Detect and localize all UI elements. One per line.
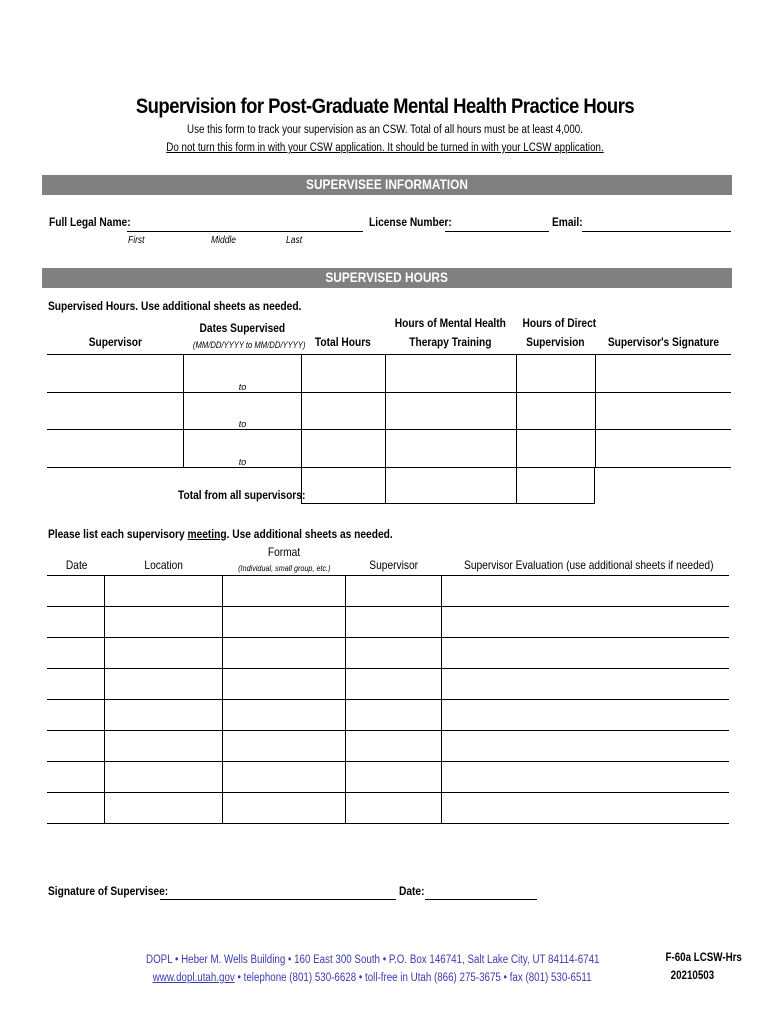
col-total-hours-header: Total Hours: [315, 335, 371, 349]
totals-divider: [516, 467, 517, 503]
table-row: [47, 430, 731, 468]
col-direct-supervision-header-line2: Supervision: [526, 335, 585, 349]
evaluation-cell[interactable]: [442, 762, 730, 793]
format-cell[interactable]: [223, 576, 346, 607]
supervisor-cell[interactable]: [346, 731, 442, 762]
signature-date-label: Date:: [399, 884, 425, 898]
col-format-header: Format: [268, 545, 301, 559]
location-cell[interactable]: [105, 731, 223, 762]
date-cell[interactable]: [47, 731, 105, 762]
col-signature-header: Supervisor's Signature: [607, 335, 719, 349]
table-row: [47, 355, 731, 393]
direct-supervision-cell[interactable]: [517, 355, 596, 393]
totals-box: [301, 467, 595, 504]
date-cell[interactable]: [47, 762, 105, 793]
col-dates-header: Dates Supervised: [199, 321, 285, 335]
table-row: [47, 762, 729, 793]
dates-cell[interactable]: to: [184, 430, 302, 468]
location-cell[interactable]: [105, 669, 223, 700]
total-from-all-supervisors-label: Total from all supervisors:: [178, 488, 306, 502]
email-field[interactable]: [582, 231, 731, 232]
totals-divider: [385, 467, 386, 503]
supervised-hours-band: SUPERVISED HOURS: [42, 268, 732, 288]
format-cell[interactable]: [223, 731, 346, 762]
supervisee-signature-field[interactable]: [160, 899, 396, 900]
mh-training-cell[interactable]: [386, 430, 517, 468]
evaluation-cell[interactable]: [442, 607, 730, 638]
email-label: Email:: [552, 215, 583, 229]
supervisor-cell[interactable]: [346, 669, 442, 700]
last-name-caption: Last: [286, 235, 303, 246]
format-cell[interactable]: [223, 607, 346, 638]
col-mh-training-header-line2: Therapy Training: [409, 335, 492, 349]
col-format-subheader: (Individual, small group, etc.): [238, 563, 331, 573]
location-cell[interactable]: [105, 607, 223, 638]
signature-cell[interactable]: [596, 393, 732, 430]
date-cell[interactable]: [47, 576, 105, 607]
supervisee-information-band: SUPERVISEE INFORMATION: [42, 175, 732, 195]
format-cell[interactable]: [223, 638, 346, 669]
dates-cell[interactable]: to: [184, 355, 302, 393]
middle-name-caption: Middle: [211, 235, 237, 246]
supervisor-cell[interactable]: [47, 355, 184, 393]
meetings-intro: Please list each supervisory meeting. Use additional sheets as needed.: [48, 527, 393, 541]
direct-supervision-cell[interactable]: [517, 430, 596, 468]
evaluation-cell[interactable]: [442, 793, 730, 824]
dopl-website-link[interactable]: www.dopl.utah.gov: [153, 972, 236, 984]
table-row: [47, 793, 729, 824]
evaluation-cell[interactable]: [442, 700, 730, 731]
table-row: [47, 393, 731, 430]
supervisor-cell[interactable]: [346, 700, 442, 731]
total-hours-cell[interactable]: [302, 430, 386, 468]
col-evaluation-header: Supervisor Evaluation (use additional sheets if needed): [464, 558, 714, 572]
dates-cell[interactable]: to: [184, 393, 302, 430]
location-cell[interactable]: [105, 638, 223, 669]
supervisor-cell[interactable]: [346, 793, 442, 824]
location-cell[interactable]: [105, 793, 223, 824]
license-number-field[interactable]: [445, 231, 549, 232]
supervisor-cell[interactable]: [346, 607, 442, 638]
supervised-hours-intro: Supervised Hours. Use additional sheets as needed.: [48, 299, 302, 313]
total-hours-cell[interactable]: [302, 355, 386, 393]
evaluation-cell[interactable]: [442, 576, 730, 607]
col-date-header: Date: [65, 558, 88, 572]
format-cell[interactable]: [223, 669, 346, 700]
date-cell[interactable]: [47, 638, 105, 669]
col-location-header: Location: [144, 558, 184, 572]
table-row: [47, 700, 729, 731]
direct-supervision-cell[interactable]: [517, 393, 596, 430]
form-instructions: Use this form to track your supervision as an CSW. Total of all hours must be at least 4,000.: [187, 124, 583, 136]
full-legal-name-label: Full Legal Name:: [49, 215, 131, 229]
format-cell[interactable]: [223, 793, 346, 824]
supervisor-cell[interactable]: [346, 762, 442, 793]
first-name-caption: First: [128, 235, 145, 246]
supervisee-signature-label: Signature of Supervisee:: [48, 884, 169, 898]
form-revision-date: 20210503: [670, 970, 714, 982]
supervisor-cell[interactable]: [47, 393, 184, 430]
submission-notice: Do not turn this form in with your CSW application. It should be turned in with your LCSW application.: [166, 142, 604, 154]
mh-training-cell[interactable]: [386, 393, 517, 430]
date-cell[interactable]: [47, 700, 105, 731]
table-row: [47, 607, 729, 638]
date-cell[interactable]: [47, 607, 105, 638]
location-cell[interactable]: [105, 700, 223, 731]
col-direct-supervision-header: Hours of Direct: [522, 316, 597, 330]
col-mh-training-header: Hours of Mental Health: [394, 316, 507, 330]
table-row: [47, 669, 729, 700]
supervisor-cell[interactable]: [346, 638, 442, 669]
mh-training-cell[interactable]: [386, 355, 517, 393]
format-cell[interactable]: [223, 700, 346, 731]
supervisory-meetings-table: [47, 575, 729, 824]
table-row: [47, 638, 729, 669]
location-cell[interactable]: [105, 576, 223, 607]
signature-date-field[interactable]: [425, 899, 537, 900]
evaluation-cell[interactable]: [442, 638, 730, 669]
table-row: [47, 731, 729, 762]
page-title: Supervision for Post-Graduate Mental Health Practice Hours: [135, 95, 635, 118]
signature-cell[interactable]: [596, 355, 732, 393]
license-number-label: License Number:: [369, 215, 452, 229]
date-cell[interactable]: [47, 669, 105, 700]
footer-contact: www.dopl.utah.gov • telephone (801) 530-6628 • toll-free in Utah (866) 275-3675 • fax (801) 530-6511: [153, 972, 592, 984]
col-dates-format: (MM/DD/YYYY to MM/DD/YYYY): [192, 340, 306, 350]
evaluation-cell[interactable]: [442, 731, 730, 762]
col-supervisor-header: Supervisor: [88, 335, 143, 349]
evaluation-cell[interactable]: [442, 669, 730, 700]
footer-address: DOPL • Heber M. Wells Building • 160 East 300 South • P.O. Box 146741, Salt Lake City, UT 84114-6741: [145, 954, 600, 966]
full-legal-name-field[interactable]: [127, 231, 363, 232]
location-cell[interactable]: [105, 762, 223, 793]
supervised-hours-table: [47, 354, 731, 468]
col-meeting-supervisor-header: Supervisor: [369, 558, 419, 572]
table-row: [47, 576, 729, 607]
format-cell[interactable]: [223, 762, 346, 793]
total-hours-cell[interactable]: [302, 393, 386, 430]
signature-cell[interactable]: [596, 430, 732, 468]
form-number: F-60a LCSW-Hrs: [665, 952, 742, 964]
supervisor-cell[interactable]: [346, 576, 442, 607]
supervisor-cell[interactable]: [47, 430, 184, 468]
date-cell[interactable]: [47, 793, 105, 824]
